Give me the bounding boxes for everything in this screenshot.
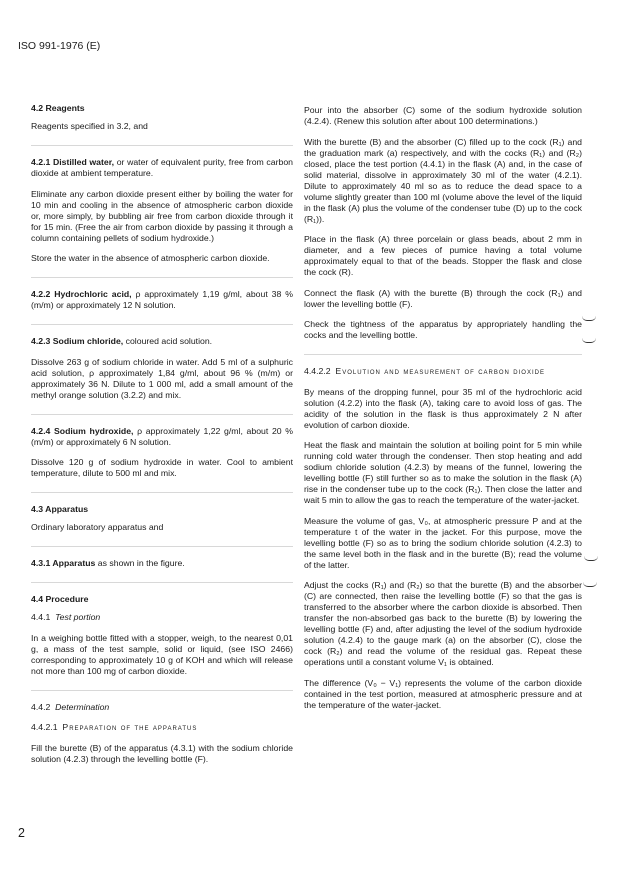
paragraph: Store the water in the absence of atmospheric carbon dioxide. bbox=[31, 253, 270, 263]
left-column bbox=[31, 103, 293, 774]
paragraph: Connect the flask (A) with the burette (B) through the cock (R₁) and lower the levelling bottle (F). bbox=[304, 287, 582, 309]
paragraph: Fill the burette (B) of the apparatus (4.3.1) with the sodium chloride solution (4.2.3) through the levelling bottle (F). bbox=[31, 742, 293, 764]
paragraph bbox=[31, 157, 293, 179]
document-header: ISO 991-1976 (E) bbox=[18, 40, 101, 52]
paragraph: Dissolve 120 g of sodium hydroxide in water. Cool to ambient temperature, dilute to 500 ml and mix. bbox=[31, 457, 293, 478]
paragraph: Pour into the absorber (C) some of the sodium hydroxide solution (4.2.4). (Renew this solution after about 100 determinations.) bbox=[304, 105, 582, 126]
divider bbox=[31, 414, 293, 415]
margin-mark bbox=[583, 582, 597, 587]
section-heading-4-4: 4.4 Procedure bbox=[31, 594, 89, 604]
paragraph bbox=[31, 336, 293, 347]
clause-text: ρ approximately 1,22 g/ml, about 20 % (m/m) or approximately 6 N solution. bbox=[31, 425, 294, 447]
clause-title: Test portion bbox=[55, 612, 101, 622]
clause-heading-4-4-2-2 bbox=[304, 366, 582, 377]
divider bbox=[31, 582, 293, 583]
divider bbox=[31, 546, 293, 547]
clause-text: coloured acid solution. bbox=[123, 336, 213, 346]
paragraph: Check the tightness of the apparatus by appropriately handling the cocks and the levelling bottle. bbox=[304, 319, 582, 340]
paragraph: Adjust the cocks (R₁) and (R₂) so that the burette (B) and the absorber (C) are connected, then raise the levelling bottle (F) so that the gas is transferred to the absorber where the carbon dioxide is absorbed. Then transfer the non-absorbed gas back to the burette (B) by lowering the levelling bottle (F) and, after adjusting the level of the sodium hydroxide solution (4.2.4) to the gauge mark (a) on the absorber (C), close the cock (R₂) and read the volume of the residual gas. Repeat these operations until a constant volume V₁ is obtained. bbox=[304, 580, 582, 667]
paragraph: By means of the dropping funnel, pour 35 ml of the hydrochloric acid solution (4.2.2) into the flask (A), taking care to avoid loss of gas. The acidity of the solution in the flask is thus approximately 2 N after evolution of carbon dioxide. bbox=[304, 386, 582, 430]
clause-title: Preparation of the apparatus bbox=[62, 722, 198, 732]
divider bbox=[31, 324, 293, 325]
divider bbox=[304, 354, 582, 355]
margin-mark bbox=[582, 338, 596, 343]
clause-number: 4.4.2 bbox=[31, 701, 51, 712]
paragraph: Place in the flask (A) three porcelain or glass beads, about 2 mm in diameter, and a few pieces of pumice having a total volume approximately equal to that of the beads. Stopper the flask and close the cock (R). bbox=[304, 234, 582, 277]
divider bbox=[31, 277, 293, 278]
margin-mark bbox=[584, 556, 598, 561]
paragraph: Ordinary laboratory apparatus and bbox=[31, 522, 164, 532]
clause-heading-4-2-3: 4.2.3 Sodium chloride, bbox=[31, 336, 124, 346]
clause-text: as shown in the figure. bbox=[95, 558, 185, 568]
clause-heading-4-4-1 bbox=[31, 612, 293, 623]
clause-heading-4-4-2 bbox=[31, 702, 293, 713]
divider bbox=[31, 145, 293, 146]
paragraph: With the burette (B) and the absorber (C) filled up to the cock (R₁) and the graduation mark (a) respectively, and with the cocks (R₁) and (R₂) closed, place the test portion (4.4.1) in the flask (A) and, in the case of solid material, dissolve in approximately 30 ml of the water (4.2.1). Dilute to approximately 40 ml so as to reduce the dead space to a volume slightly greater than 100 ml (volume above the level of the liquid in the flask (A) plus the volume of the condenser tube (D) up to the cock (R₁)). bbox=[304, 136, 582, 224]
paragraph: Heat the flask and maintain the solution at boiling point for 5 min while running cold water through the condenser. Then stop heating and add sodium chloride solution (4.2.3) by means of the funnel, lowering the levelling bottle (F) still further so as to make the solution in the flask (A) rise in the condenser tube up to the cock (R₁). Then close the latter and wait 5 min to allow the gas to reach the temperature of the water-jacket. bbox=[304, 440, 582, 505]
paragraph bbox=[31, 426, 293, 448]
clause-heading-4-3-1: 4.3.1 Apparatus bbox=[31, 558, 96, 568]
paragraph bbox=[31, 289, 293, 311]
paragraph: Dissolve 263 g of sodium chloride in water. Add 5 ml of a sulphuric acid solution, ρ approximately 1,84 g/ml, about 96 % (m/m) or approximately 36 N. Dilute to 1 000 ml, add a small amount of the methyl orange solution (3.2.2) and mix. bbox=[31, 356, 293, 400]
clause-heading-4-4-2-1 bbox=[31, 722, 293, 733]
section-heading-4-2: 4.2 Reagents bbox=[31, 103, 85, 113]
margin-mark bbox=[582, 316, 596, 321]
clause-text: or water of equivalent purity, free from carbon dioxide at ambient temperature. bbox=[31, 157, 293, 178]
clause-heading-4-2-4: 4.2.4 Sodium hydroxide, bbox=[31, 425, 134, 436]
clause-heading-4-2-1: 4.2.1 Distilled water, bbox=[31, 157, 115, 167]
clause-title: Evolution and measurement of carbon dioxide bbox=[335, 366, 545, 376]
paragraph: Eliminate any carbon dioxide present either by boiling the water for 10 min and cooling in the absence of atmospheric carbon dioxide or, more simply, by bubbling air free from carbon dioxide through it for 15 min. (Free the air from carbon dioxide by passing it through a column containing pellets of sodium hydroxide.) bbox=[31, 188, 293, 243]
divider bbox=[31, 690, 293, 691]
divider bbox=[31, 492, 293, 493]
paragraph bbox=[31, 558, 293, 569]
clause-number: 4.4.2.1 bbox=[31, 722, 58, 732]
clause-heading-4-2-2: 4.2.2 Hydrochloric acid, bbox=[31, 289, 132, 299]
paragraph: Reagents specified in 3.2, and bbox=[31, 121, 148, 131]
page-number: 2 bbox=[18, 826, 25, 840]
clause-title: Determination bbox=[55, 701, 110, 712]
clause-text: ρ approximately 1,19 g/ml, about 38 % (m/m) or approximately 12 N solution. bbox=[31, 289, 294, 310]
right-column bbox=[304, 105, 582, 720]
paragraph: The difference (V₀ − V₁) represents the volume of the carbon dioxide contained in the test portion, measured at atmospheric pressure and at the temperature of the water-jacket. bbox=[304, 677, 582, 710]
section-heading-4-3: 4.3 Apparatus bbox=[31, 504, 89, 514]
clause-number: 4.4.1 bbox=[31, 612, 51, 622]
paragraph: In a weighing bottle fitted with a stopper, weigh, to the nearest 0,01 g, a mass of the test sample, solid or liquid, (see ISO 2466) corresponding to approximately 10 g of KOH and which will release not more than 100 mg of carbon dioxide. bbox=[31, 632, 293, 676]
clause-number: 4.4.2.2 bbox=[304, 366, 331, 376]
paragraph: Measure the volume of gas, V₀, at atmospheric pressure P and at the temperature t of the water in the jacket. For this purpose, move the levelling bottle (F) so as to bring the sodium chloride solution (4.2.3) to the same level both in the flask and in the burette (B); read the volume of the latter. bbox=[304, 515, 582, 570]
